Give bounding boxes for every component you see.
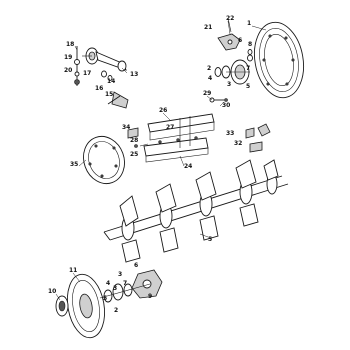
callout-32: 32 [234,140,243,147]
callout-34: 34 [122,124,131,131]
callout-8: 8 [248,41,253,48]
callout-22: 22 [226,15,235,22]
callout-13: 13 [130,71,139,78]
callout-5a: 5 [246,83,251,90]
callout-29: 29 [203,90,212,97]
callout-10: 10 [48,288,57,295]
callout-7b: 7 [123,280,128,287]
callout-24: 24 [184,163,193,170]
part-21-22-bracket [218,18,243,50]
callout-16: 16 [95,85,104,92]
callout-3c: 3 [113,285,118,292]
callout-5c: 5 [103,295,108,302]
callout-1: 1 [247,20,252,27]
part-1-rim-disc [249,18,309,101]
callout-25: 25 [130,151,139,158]
callout-14: 14 [107,78,116,85]
callout-21: 21 [204,24,213,31]
callout-6a: 6 [238,37,243,44]
callout-19: 19 [64,54,73,61]
part-35-rim [77,131,131,190]
part-32-33-brackets [246,124,270,152]
callout-27: 27 [166,124,175,131]
callout-2a: 2 [207,65,212,72]
callout-15: 15 [105,91,114,98]
left-upper-arm-assembly [75,46,129,108]
callout-18: 18 [66,41,75,48]
part-5-rotor-shaft [104,160,288,262]
callout-5b: 5 [208,236,213,243]
center-frame-bar [144,114,214,162]
callout-4b: 4 [106,280,111,287]
callout-33: 33 [226,130,235,137]
callout-20: 20 [64,67,73,74]
callout-7: 7 [246,65,251,72]
callout-4a: 4 [208,75,213,82]
callout-17: 17 [83,70,92,77]
callout-6b: 6 [134,262,139,269]
callout-35: 35 [70,161,79,168]
callout-28: 28 [130,137,139,144]
callout-3a: 3 [227,81,232,88]
callout-3b: 3 [118,271,123,278]
callout-26: 26 [159,107,168,114]
callout-30: 30 [222,102,231,109]
callout-2b: 2 [114,307,119,314]
callout-9: 9 [148,293,153,300]
callout-11: 11 [69,267,78,274]
